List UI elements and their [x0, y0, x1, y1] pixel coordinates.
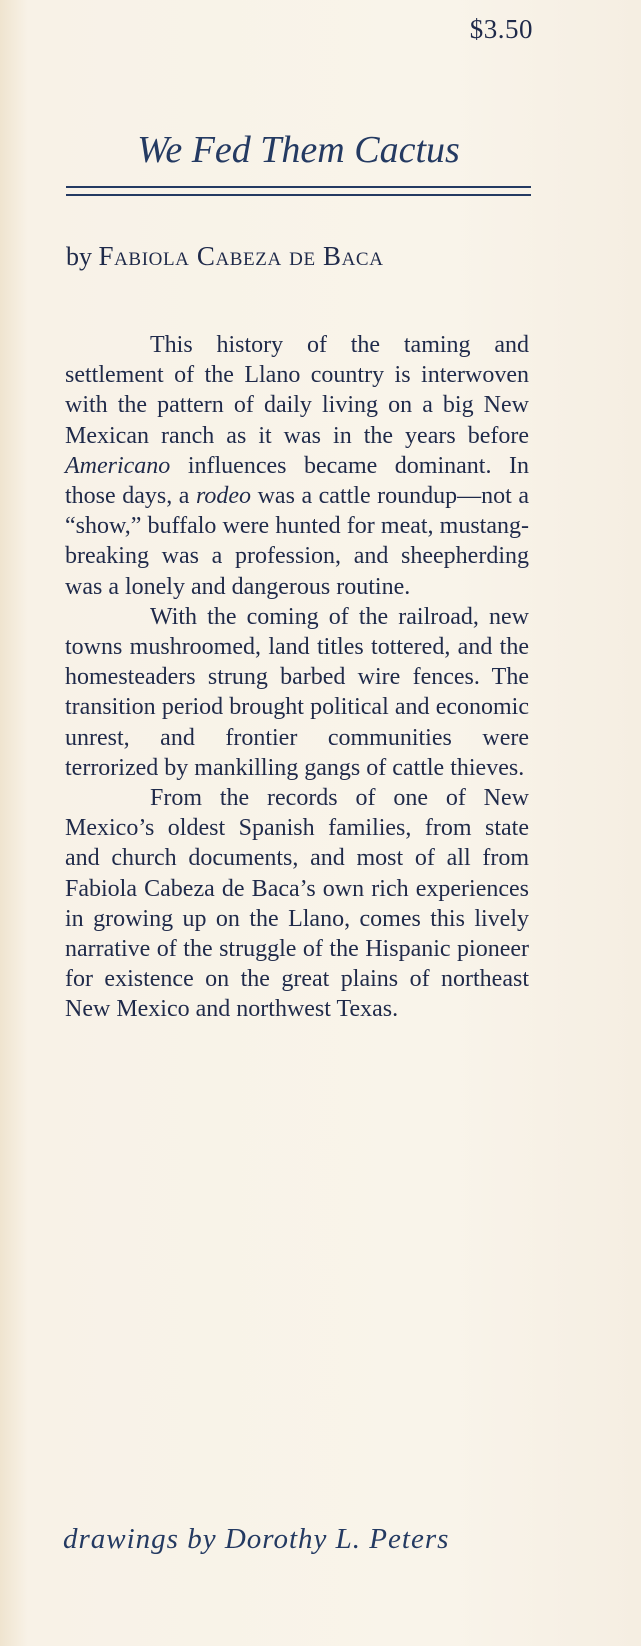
paragraph-text: influences became dominant. In those days, a: [65, 452, 529, 510]
byline-prefix: by: [66, 242, 92, 271]
description-paragraph: [65, 330, 529, 602]
italic-term: rodeo: [195, 483, 252, 510]
description-paragraph: [65, 783, 529, 1025]
title-rule-lower: [66, 194, 531, 196]
title-rule-upper: [66, 186, 531, 188]
price: $3.50: [469, 14, 533, 44]
paragraph-text: From the records of one of New Mexico’s oldest Spanish families, from state and church documents, and most of all from Fabiola Cabeza de Baca’s own rich experiences in growing up on the Llano, comes this lively narrative of the struggle of the Hispanic pioneer for existence on the great plains of northeast New Mexico and northwest Texas.: [65, 785, 529, 1023]
paragraph-text: This history of the taming and settlement of the Llano country is interwoven with the pattern of daily living on a big New Mexican ranch as it was in the years before: [65, 332, 529, 449]
description-body: [65, 330, 529, 1025]
paragraph-text: With the coming of the railroad, new towns mushroomed, land titles tottered, and the homesteaders strung barbed wire fences. The transition period brought political and economic unrest, and frontier communities were terrorized by mankilling gangs of cattle thieves.: [65, 603, 529, 781]
description-paragraph: [65, 602, 529, 783]
book-title: We Fed Them Cactus: [137, 129, 460, 171]
paragraph-text: was a cattle roundup—not a “show,” buffalo were hunted for meat, mustang-breaking was a profession, and sheepherding was a lonely and dangerous routine.: [65, 483, 530, 600]
byline: [66, 241, 546, 272]
italic-term: Americano: [65, 452, 171, 479]
illustration-credit: drawings by Dorothy L. Peters: [63, 1523, 450, 1555]
author-name: Fabiola Cabeza de Baca: [98, 241, 384, 271]
